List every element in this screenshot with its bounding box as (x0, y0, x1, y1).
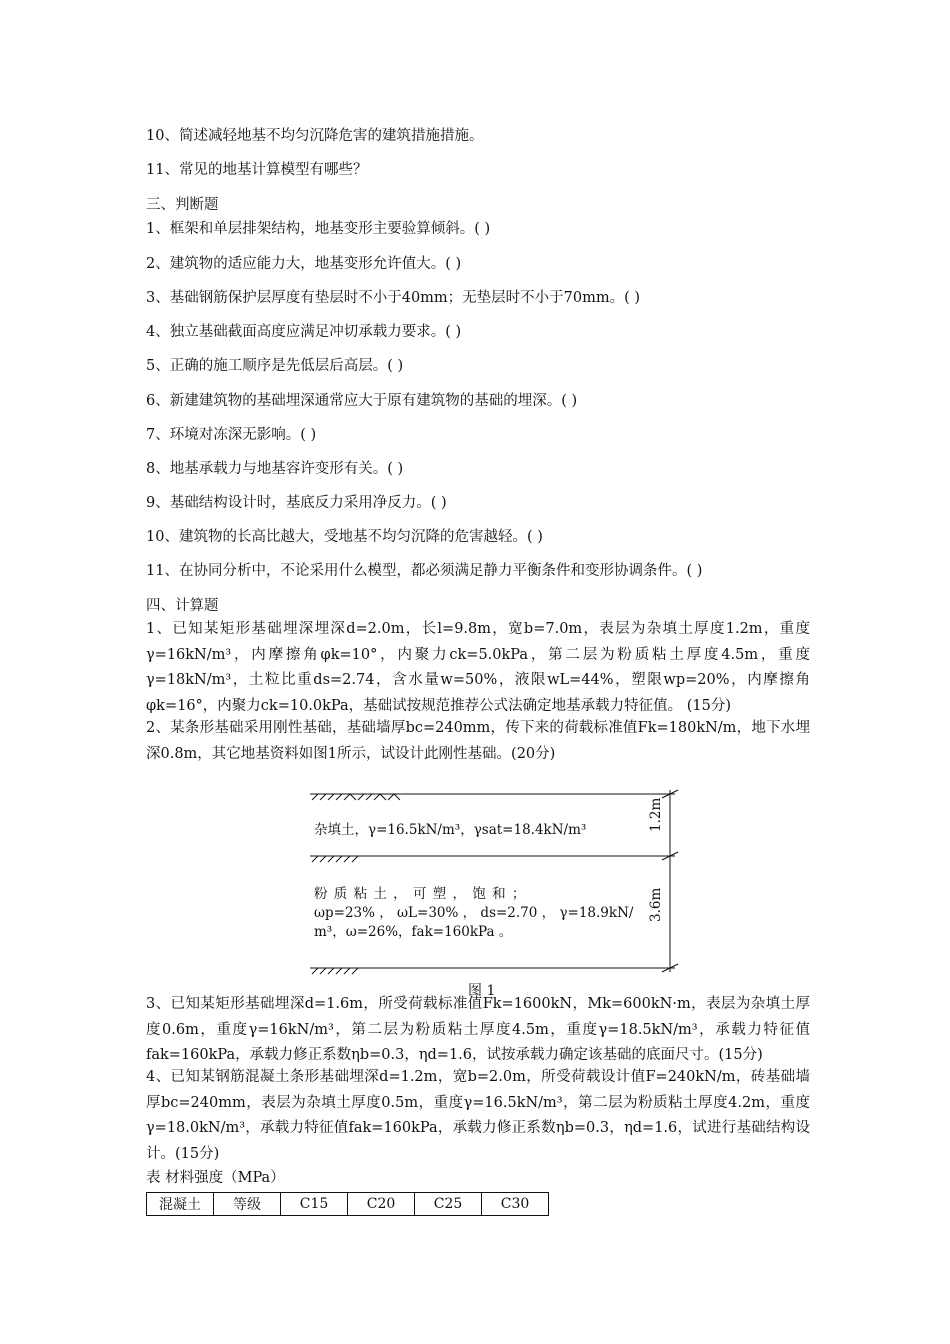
judgement-9: 9、基础结构设计时，基底反力采用净反力。( ) (146, 495, 447, 511)
layer2-label-line2: ωp=23% ， ωL=30% ， ds=2.70 ， γ=18.9kN/ (314, 905, 634, 921)
layer2-label-line3: m³，ω=26%，fak=160kPa 。 (314, 924, 513, 940)
layer2-thickness-label: 3.6m (648, 887, 664, 922)
table-cell: 等级 (214, 1193, 281, 1216)
judgement-10: 10、建筑物的长高比越大，受地基不均匀沉降的危害越轻。( ) (146, 529, 543, 545)
judgement-7: 7、环境对冻深无影响。( ) (146, 427, 317, 443)
problem-2: 2、某条形基础采用刚性基础，基础墙厚bc=240mm，传下来的荷载标准值Fk=180kN/m，地下水埋深0.8m，其它地基资料如图1所示，试设计此刚性基础。(20分) (146, 720, 810, 762)
layer2-label-line1: 粉 质 粘 土 ， 可 塑 ， 饱 和 ； (314, 886, 527, 902)
layer1-label: 杂填土，γ=16.5kN/m³，γsat=18.4kN/m³ (314, 822, 587, 838)
problem-3: 3、已知某矩形基础埋深d=1.6m，所受荷载标准值Fk=1600kN，Mk=600kN·m，表层为杂填土厚度0.6m，重度γ=16kN/m³，第二层为粉质粘土厚度4.5m，重度γ=18.5kN/m³，承载力特征值fak=160kPa，承载力修正系数ηb=0.3，ηd=1.6，试按承载力确定该基础的底面尺寸。(15分) (146, 996, 810, 1063)
judgement-4: 4、独立基础截面高度应满足冲切承载力要求。( ) (146, 324, 462, 340)
section-heading-judgement: 三、判断题 (146, 197, 219, 213)
question-10: 10、简述减轻地基不均匀沉降危害的建筑措施措施。 (146, 128, 484, 144)
table-cell: C30 (482, 1193, 549, 1216)
layer1-thickness-label: 1.2m (648, 797, 664, 832)
judgement-3: 3、基础钢筋保护层厚度有垫层时不小于40mm；无垫层时不小于70mm。( ) (146, 290, 641, 306)
figure-caption: 图 1 (468, 983, 496, 999)
judgement-11: 11、在协同分析中，不论采用什么模型，都必须满足静力平衡条件和变形协调条件。( ) (146, 563, 703, 579)
judgement-1: 1、框架和单层排架结构，地基变形主要验算倾斜。( ) (146, 221, 491, 237)
table-cell: C25 (415, 1193, 482, 1216)
table-cell: C20 (348, 1193, 415, 1216)
question-11: 11、常见的地基计算模型有哪些？ (146, 162, 368, 178)
material-strength-table (146, 1192, 549, 1216)
table-row (147, 1193, 549, 1216)
soil-profile-figure (300, 782, 690, 999)
problem-1: 1、已知某矩形基础埋深埋深d=2.0m，长l=9.8m，宽b=7.0m，表层为杂填土厚度1.2m，重度γ=16kN/m³，内摩擦角φk=10°，内聚力ck=5.0kPa，第二层为粉质粘土厚度4.5m，重度γ=18kN/m³，土粒比重ds=2.74，含水量w=50%，液限wL=44%，塑限wp=20%，内摩擦角φk=16°，内聚力ck=10.0kPa，基础试按规范推荐公式法确定地基承载力特征值。 (15分) (146, 621, 810, 714)
table-cell: 混凝土 (147, 1193, 214, 1216)
judgement-2: 2、建筑物的适应能力大，地基变形允许值大。( ) (146, 256, 462, 272)
table-caption: 表 材料强度（MPa） (146, 1170, 285, 1186)
judgement-6: 6、新建建筑物的基础埋深通常应大于原有建筑物的基础的埋深。( ) (146, 393, 578, 409)
problem-4: 4、已知某钢筋混凝土条形基础埋深d=1.2m，宽b=2.0m，所受荷载设计值F=240kN/m，砖基础墙厚bc=240mm，表层为杂填土厚度0.5m，重度γ=16.5kN/m³，第二层为粉质粘土厚度4.2m，重度γ=18.0kN/m³，承载力特征值fak=160kPa，承载力修正系数ηb=0.3，ηd=1.6，试进行基础结构设计。(15分) (146, 1069, 810, 1162)
section-heading-calculation: 四、计算题 (146, 598, 219, 614)
judgement-5: 5、正确的施工顺序是先低层后高层。( ) (146, 358, 404, 374)
judgement-8: 8、地基承载力与地基容许变形有关。( ) (146, 461, 404, 477)
table-cell: C15 (281, 1193, 348, 1216)
